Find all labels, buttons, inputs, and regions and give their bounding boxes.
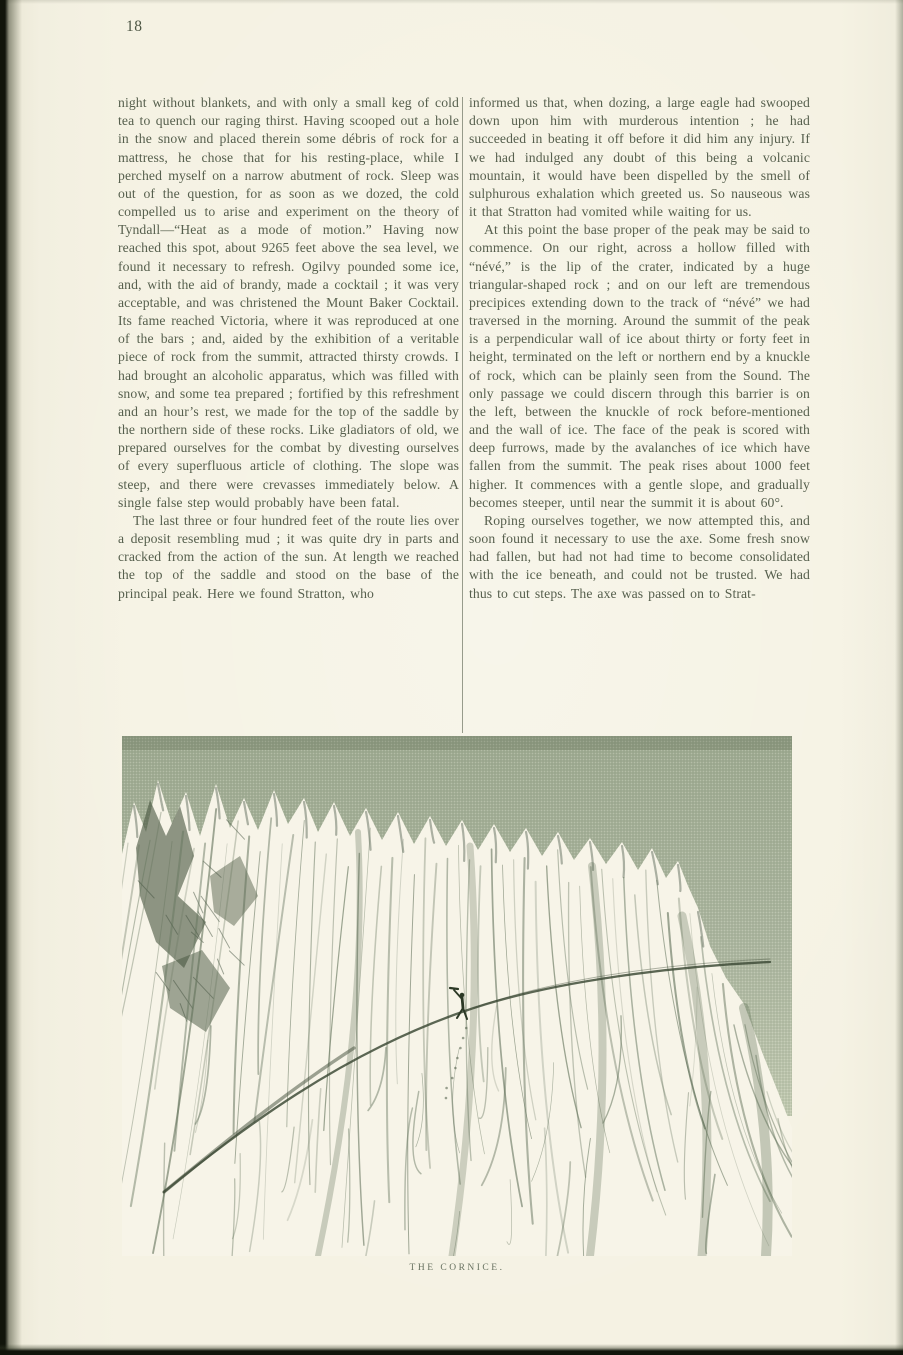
illustration-caption: THE CORNICE. xyxy=(409,1263,505,1273)
text-column-right xyxy=(469,94,810,742)
cornice-engraving xyxy=(122,736,792,1256)
text-column-left xyxy=(118,94,459,742)
page-number: 18 xyxy=(126,18,143,35)
paragraph: night without blankets, and with only a small keg of cold tea to quench our raging thirst. Having scooped out a hole in the snow and placed therein some débris of rock for a mattress, he chose that for his resting-place, while I perched myself on a narrow abutment of rock. Sleep was out of the question, for as soon as we dozed, the cold compelled us to arise and experiment on the theory of Tyndall—“Heat as a mode of motion.” Having now reached this spot, about 9265 feet above the sea level, we found it necessary to refresh. Ogilvy pounded some ice, and, with the aid of brandy, made a cocktail ; it was very acceptable, and was christened the Mount Baker Cocktail. Its fame reached Victoria, where it was reproduced at one of the bars ; and, aided by the exhibition of a veritable piece of rock from the summit, attracted thirsty crowds. I had brought an alcoholic apparatus, which was filled with snow, and some tea prepared ; fortified by this refreshment and an hour’s rest, we made for the top of the saddle by the northern side of these rocks. Like gladiators of old, we prepared ourselves for the combat by divesting ourselves of every superfluous article of clothing. The slope was steep, and there were crevasses immediately below. A single false step would probably have been fatal. xyxy=(118,95,459,510)
column-divider-rule xyxy=(462,97,463,733)
paragraph: Roping ourselves together, we now attempted this, and soon found it necessary to use the axe. Some fresh snow had fallen, but had not had time to become consolidated with the ice beneath, and could not be trusted. We had thus to cut steps. The axe was passed on to Strat- xyxy=(469,512,810,601)
paragraph: The last three or four hundred feet of the route lies over a deposit resembling mud ; it was quite dry in parts and cracked from the action of the sun. At length we reached the top of the saddle and stood on the base of the principal peak. Here we found Stratton, who xyxy=(118,512,459,601)
paragraph: informed us that, when dozing, a large eagle had swooped down upon him with murderous intention ; he had succeeded in beating it off before it did him any injury. If we had indulged any doubt of this being a volcanic mountain, it would have been dispelled by the smell of sulphurous exhalation which greeted us. So nauseous was it that Stratton had vomited while waiting for us. xyxy=(469,95,810,220)
cornice-engraving-svg xyxy=(122,736,792,1256)
page-edge-top xyxy=(0,0,903,4)
page-edge-right xyxy=(895,0,903,1355)
page-edge-left xyxy=(0,0,22,1355)
page-edge-bottom xyxy=(0,1344,903,1355)
paragraph: At this point the base proper of the peak may be said to commence. On our right, across a hollow filled with “névé,” is the lip of the crater, indicated by a huge triangular-shaped rock ; and on our left are tremendous precipices extending down to the track of “névé” we had traversed in the morning. Around the summit of the peak is a perpendicular wall of ice about thirty or forty feet in height, terminated on the left or northern end by a knuckle of rock, which can be plainly seen from the Sound. The only passage we could discern through this barrier is on the left, between the knuckle of rock before-mentioned and the wall of ice. The face of the peak is scored with deep furrows, made by the avalanches of ice which have fallen from the summit. The peak rises about 1000 feet higher. It commences with a gentle slope, and gradually becomes steeper, until near the summit it is about 60°. xyxy=(469,222,810,510)
